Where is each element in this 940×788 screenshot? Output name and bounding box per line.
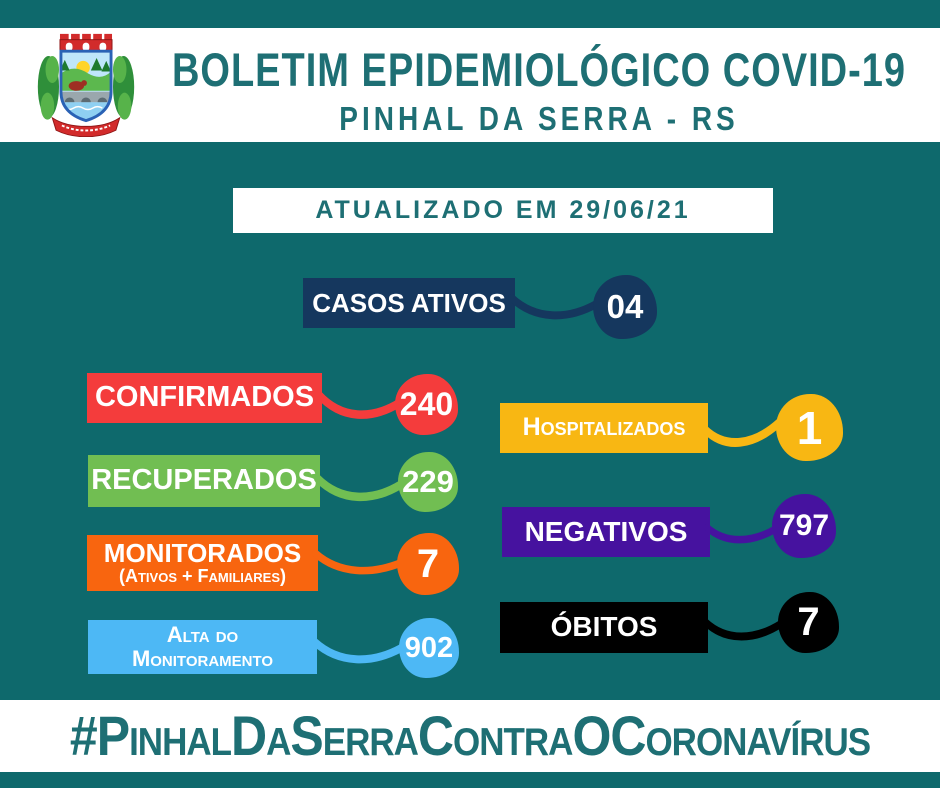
stat-label: CONFIRMADOS <box>94 381 315 414</box>
stat-label: Hospitalizados <box>522 413 686 442</box>
stat-sublabel: (Ativos + Familiares) <box>118 566 286 587</box>
footer-bar <box>0 700 940 772</box>
stat-value-monitorados: 7 <box>397 533 459 595</box>
stat-label: CASOS ATIVOS <box>312 287 506 318</box>
stat-label-line1: Alta do <box>166 621 239 647</box>
stat-chip-alta-monitoramento <box>88 620 317 674</box>
stat-chip-confirmados <box>87 373 322 423</box>
stat-label-line2: Monitoramento <box>131 646 274 671</box>
update-banner: ATUALIZADO EM 29/06/21 <box>233 188 773 233</box>
connector-line <box>314 470 404 506</box>
connector-line <box>312 548 404 580</box>
stat-value-recuperados: 229 <box>398 452 458 512</box>
stat-chip-obitos <box>500 602 708 653</box>
stat-chip-recuperados <box>88 455 320 507</box>
campaign-hashtag: #PinhalDaSerraContraOCoronavírus <box>69 704 871 768</box>
top-stripe <box>0 0 940 28</box>
stat-value-obitos: 7 <box>778 592 839 653</box>
stat-value-negativos: 797 <box>772 494 836 558</box>
stat-chip-monitorados <box>87 535 318 591</box>
stat-value-confirmados: 240 <box>395 374 458 435</box>
page-title: BOLETIM EPIDEMIOLÓGICO COVID-19 <box>171 44 907 98</box>
stat-chip-hospitalizados <box>500 403 708 453</box>
connector-line <box>702 414 782 452</box>
header-bar <box>0 28 940 142</box>
connector-line <box>704 518 778 550</box>
stat-value-hospitalizados: 1 <box>776 394 843 461</box>
stat-label: MONITORADOS <box>103 537 302 568</box>
stat-label: RECUPERADOS <box>91 464 317 497</box>
connector-line <box>315 388 403 424</box>
coat-of-arms-icon <box>33 31 139 142</box>
stat-chip-casos-ativos <box>303 278 515 328</box>
stat-label: NEGATIVOS <box>524 515 688 547</box>
bottom-stripe <box>0 772 940 788</box>
page-subtitle: PINHAL DA SERRA - RS <box>339 99 739 137</box>
stat-chip-negativos <box>502 507 710 557</box>
stat-value-casos-ativos: 04 <box>593 275 657 339</box>
stat-label: ÓBITOS <box>550 611 658 643</box>
connector-line <box>702 612 784 646</box>
connector-line <box>508 290 600 324</box>
stat-value-alta-monitoramento: 902 <box>399 618 459 678</box>
connector-line <box>311 634 405 668</box>
